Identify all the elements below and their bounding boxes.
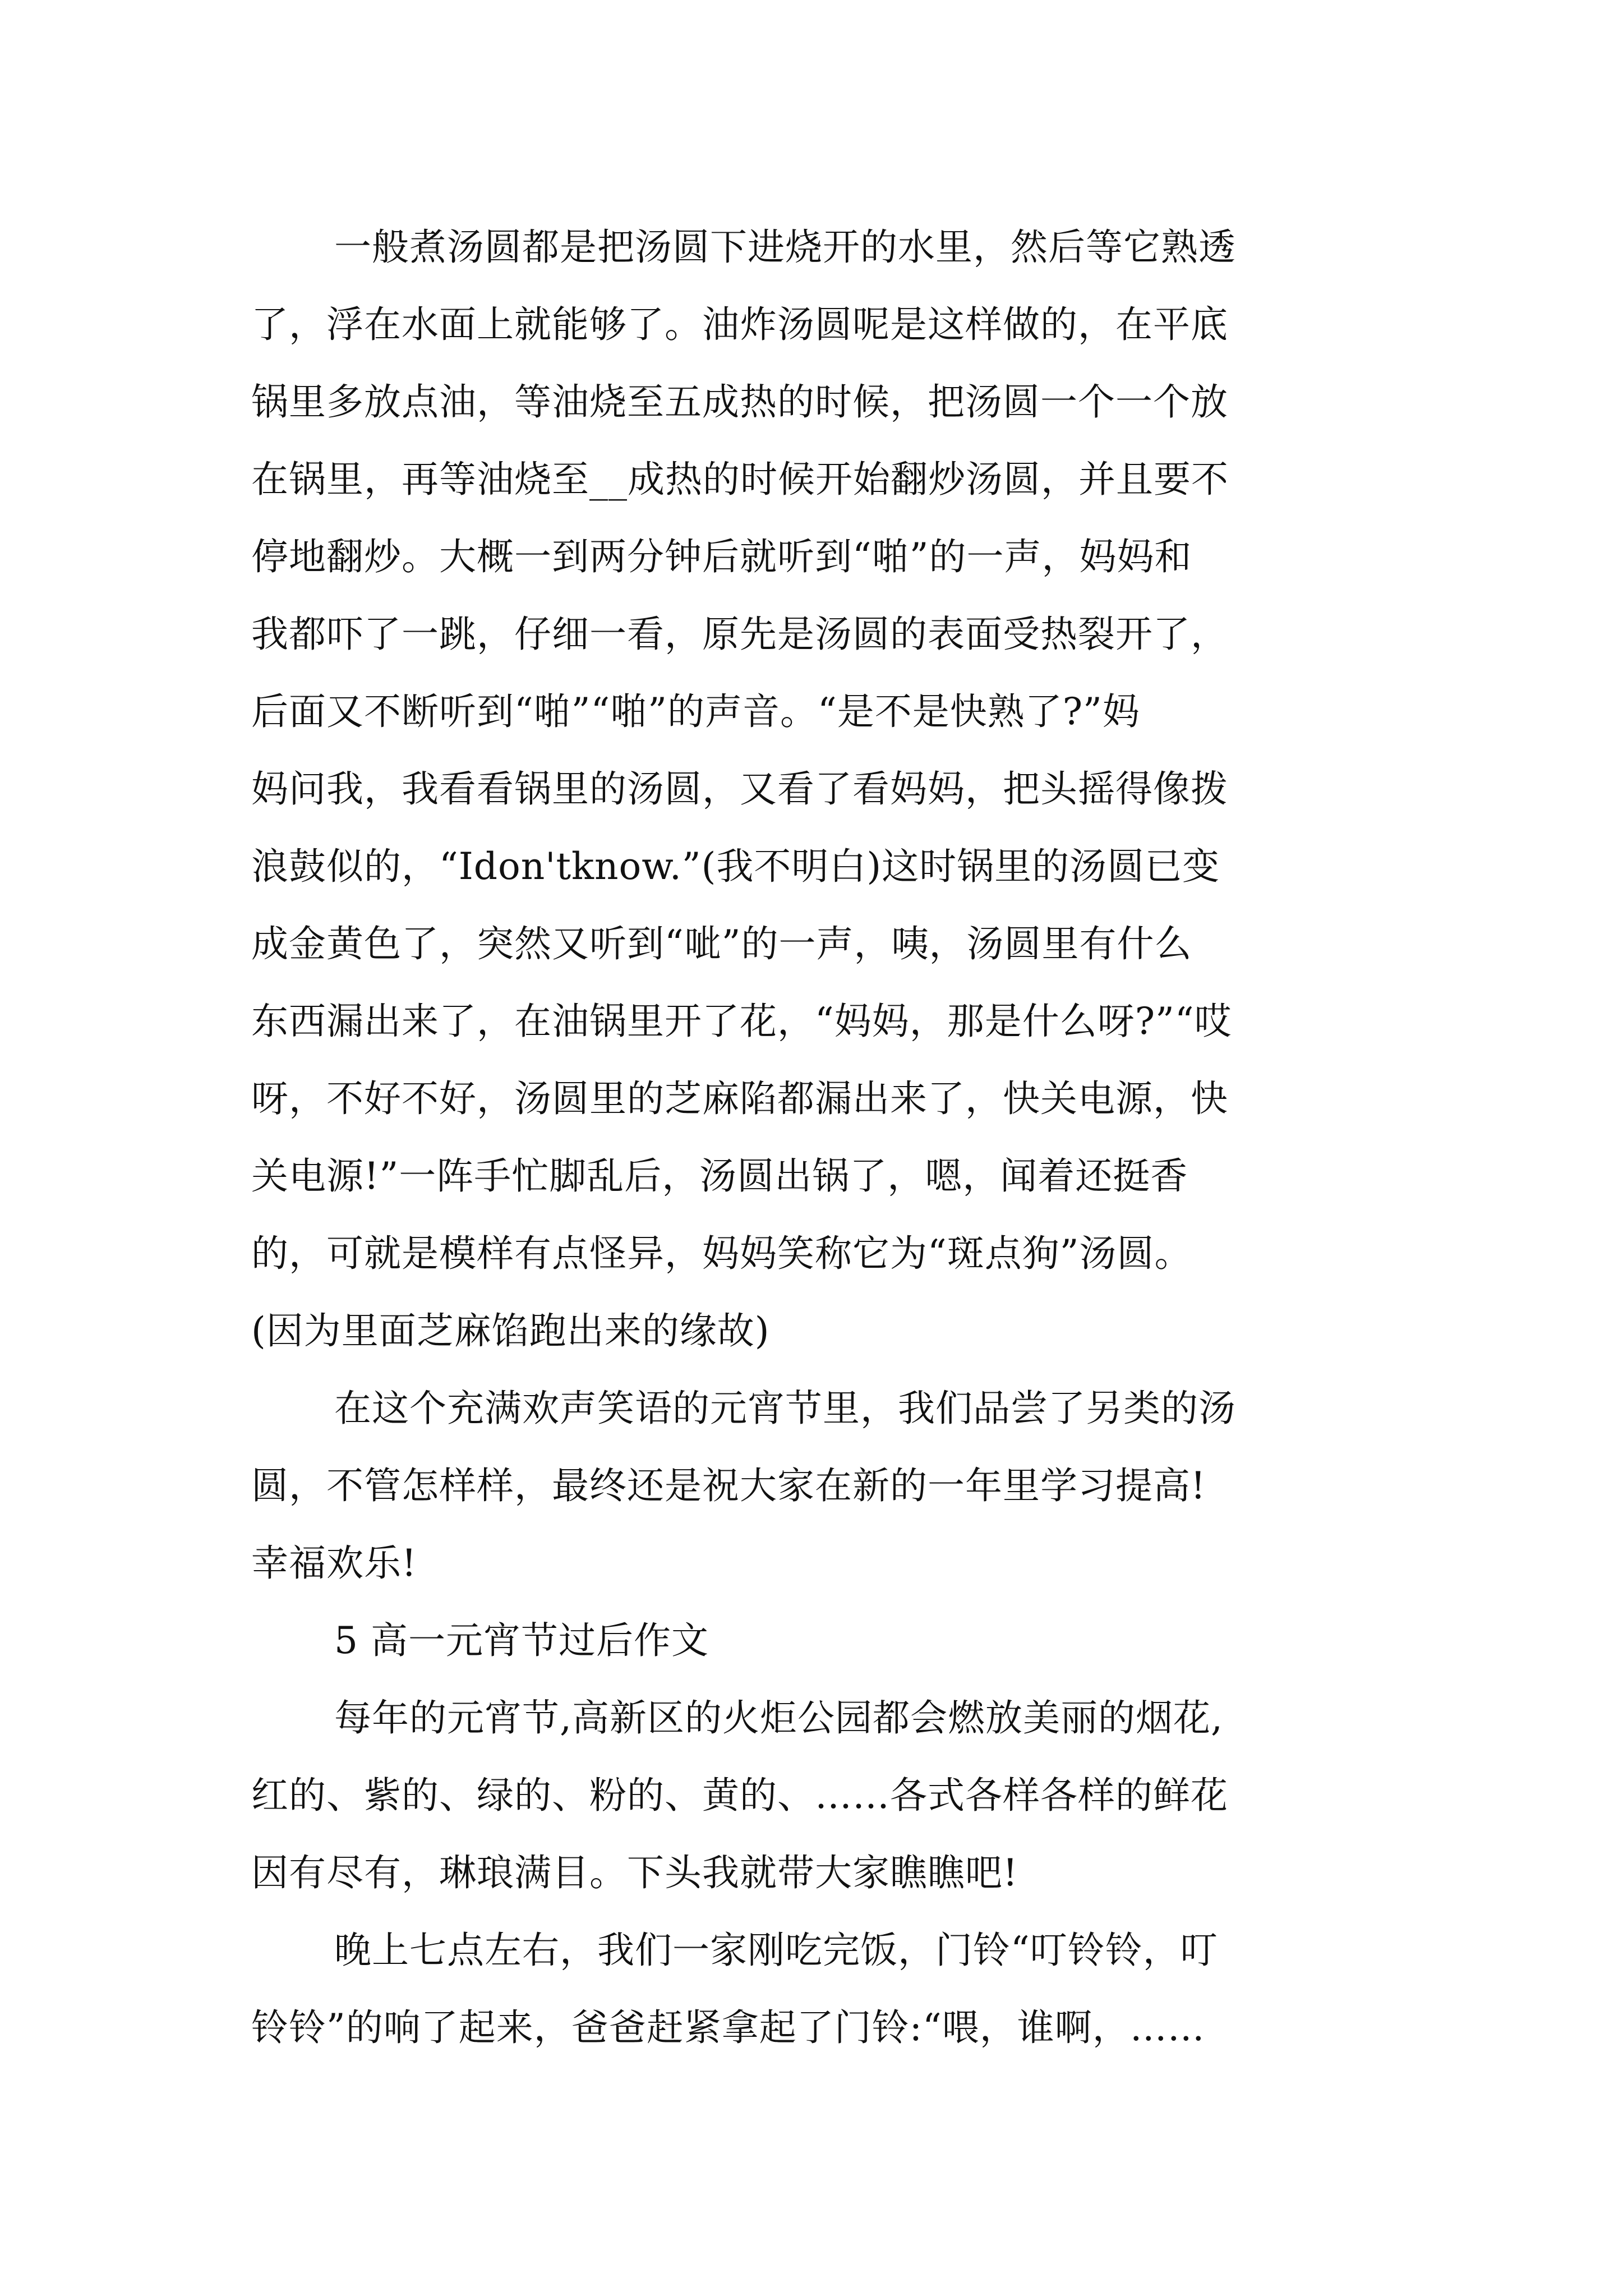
text-line: 妈问我，我看看锅里的汤圆，又看了看妈妈，把头摇得像拨	[251, 767, 1228, 811]
text-line: 在这个充满欢声笑语的元宵节里，我们品尝了另类的汤	[334, 1387, 1236, 1430]
text-line: 浪鼓似的，“Idon'tknow.”(我不明白)这时锅里的汤圆已变	[251, 845, 1220, 888]
document-body	[251, 209, 1390, 2067]
text-line: 红的、紫的、绿的、粉的、黄的、……各式各样各样的鲜花	[251, 1774, 1228, 1817]
text-line: 成金黄色了，突然又听到“呲”的一声，咦，汤圆里有什么	[251, 922, 1192, 965]
text-line: 后面又不断听到“啪”“啪”的声音。“是不是快熟了?”妈	[251, 690, 1140, 733]
text-line: 幸福欢乐!	[251, 1542, 417, 1585]
text-line: 晚上七点左右，我们一家刚吃完饭，门铃“叮铃铃，叮	[334, 1929, 1218, 1972]
text-line: 的，可就是模样有点怪异，妈妈笑称它为“斑点狗”汤圆。	[251, 1232, 1192, 1275]
text-line: 铃铃”的响了起来，爸爸赶紧拿起了门铃:“喂，谁啊，……	[251, 2006, 1205, 2049]
section-heading: 5 高一元宵节过后作文	[334, 1619, 709, 1662]
text-line: 因有尽有，琳琅满目。下头我就带大家瞧瞧吧!	[251, 1851, 1018, 1894]
text-line: 我都吓了一跳，仔细一看，原先是汤圆的表面受热裂开了，	[251, 613, 1228, 656]
text-line: 东西漏出来了，在油锅里开了花，“妈妈，那是什么呀?”“哎	[251, 1000, 1232, 1043]
text-line: 一般煮汤圆都是把汤圆下进烧开的水里，然后等它熟透	[334, 226, 1236, 269]
text-line: 每年的元宵节,高新区的火炬公园都会燃放美丽的烟花,	[334, 1696, 1223, 1740]
text-line: 停地翻炒。大概一到两分钟后就听到“啪”的一声，妈妈和	[251, 535, 1192, 578]
text-line: 关电源!”一阵手忙脚乱后，汤圆出锅了，嗯，闻着还挺香	[251, 1154, 1188, 1198]
text-line: 了，浮在水面上就能够了。油炸汤圆呢是这样做的，在平底	[251, 303, 1228, 346]
text-line: 在锅里，再等油烧至__成热的时候开始翻炒汤圆，并且要不	[251, 458, 1229, 501]
text-line: 锅里多放点油，等油烧至五成热的时候，把汤圆一个一个放	[251, 380, 1228, 424]
text-line: 圆，不管怎样样，最终还是祝大家在新的一年里学习提高!	[251, 1464, 1206, 1507]
text-line: 呀，不好不好，汤圆里的芝麻陷都漏出来了，快关电源，快	[251, 1077, 1228, 1120]
text-line: (因为里面芝麻馅跑出来的缘故)	[251, 1309, 770, 1352]
